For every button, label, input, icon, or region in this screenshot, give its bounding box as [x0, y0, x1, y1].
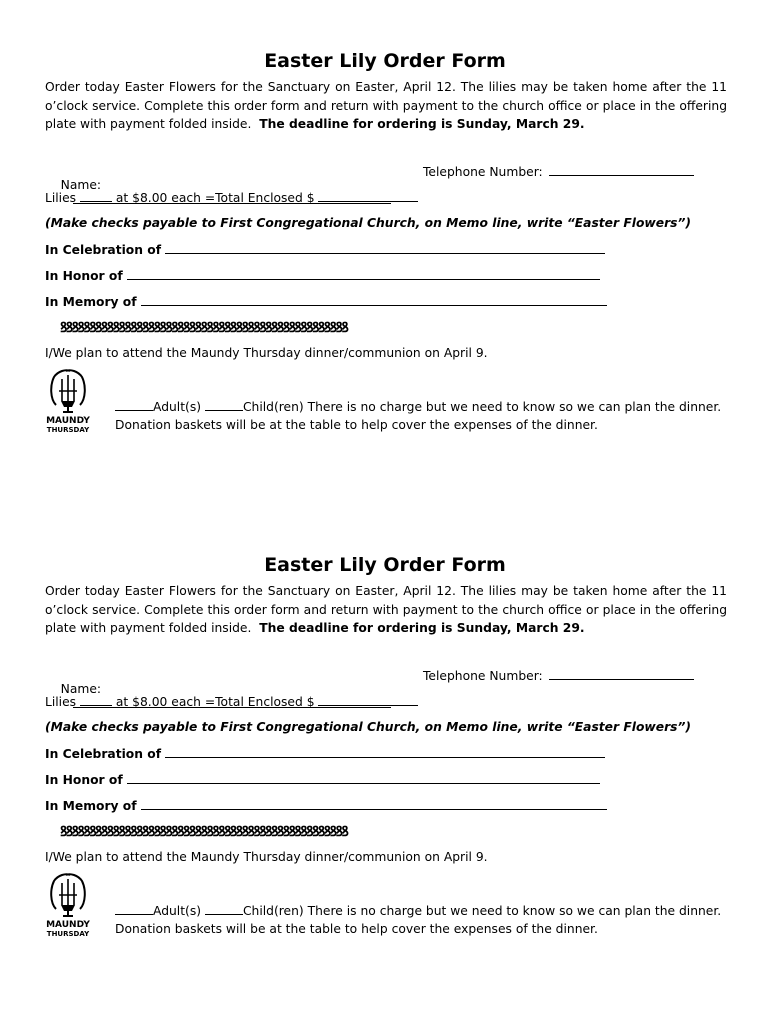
honor-label: In Honor of [45, 269, 123, 283]
memory-label: In Memory of [45, 295, 137, 309]
lilies-label: Lilies [45, 191, 80, 205]
attend-text: I/We plan to attend the Maundy Thursday dinner/communion on April 9. [45, 850, 488, 864]
celebration-row [45, 242, 605, 257]
adults-label: Adult(s) [153, 400, 205, 414]
celebration-label: In Celebration of [45, 747, 162, 761]
total-field[interactable] [318, 190, 418, 202]
name-label: Name: [60, 682, 102, 696]
dinner-rsvp [115, 398, 721, 434]
honor-field[interactable] [127, 268, 600, 280]
telephone-label: Telephone Number: [423, 669, 543, 683]
honor-label: In Honor of [45, 773, 123, 787]
dinner-rsvp [115, 902, 721, 938]
checks-note: (Make checks payable to First Congregational Church, on Memo line, write “Easter Flowers”) [45, 216, 692, 230]
intro-text: Order today Easter Flowers for the Sanctuary on Easter, April 12. The lilies may be taken home after the 11 o’clock service. Complete this order form and return with payment to the church office or place in the offering plate with payment folded inside. [45, 80, 727, 131]
form-title: Easter Lily Order Form [264, 50, 506, 72]
intro-text: Order today Easter Flowers for the Sanctuary on Easter, April 12. The lilies may be taken home after the 11 o’clock service. Complete this order form and return with payment to the church office or place in the offering plate with payment folded inside. [45, 584, 727, 635]
memory-field[interactable] [141, 294, 607, 306]
logo-text-thursday: THURSDAY [46, 930, 90, 938]
memory-field[interactable] [141, 798, 607, 810]
total-label: at $8.00 each =Total Enclosed $ [111, 695, 319, 709]
intro-paragraph [45, 582, 727, 638]
memory-label: In Memory of [45, 799, 137, 813]
children-field[interactable] [205, 903, 243, 915]
telephone-label: Telephone Number: [423, 165, 543, 179]
children-label: Child(ren) There is no charge but we need to know so we can plan the dinner. [242, 400, 722, 414]
order-form-1 [0, 0, 770, 504]
logo-text-maundy: MAUNDY [46, 920, 90, 930]
lilies-row [45, 694, 418, 709]
telephone-row [423, 164, 694, 179]
deadline-text: The deadline for ordering is Sunday, March 29. [259, 621, 585, 635]
decorative-border: ꝸꝸꝸꝸꝸꝸꝸꝸꝸꝸꝸꝸꝸꝸꝸꝸꝸꝸꝸꝸꝸꝸꝸꝸꝸꝸꝸꝸꝸꝸꝸꝸꝸꝸꝸꝸꝸꝸꝸꝸꝸꝸꝸꝸꝸꝸꝸꝸꝸ [60, 824, 348, 840]
checks-note: (Make checks payable to First Congregational Church, on Memo line, write “Easter Flowers”) [45, 720, 692, 734]
attend-text: I/We plan to attend the Maundy Thursday dinner/communion on April 9. [45, 346, 488, 360]
form-title: Easter Lily Order Form [264, 554, 506, 576]
telephone-field[interactable] [549, 668, 694, 680]
deadline-text: The deadline for ordering is Sunday, March 29. [259, 117, 585, 131]
intro-paragraph [45, 78, 727, 134]
telephone-field[interactable] [549, 164, 694, 176]
donation-text: Donation baskets will be at the table to help cover the expenses of the dinner. [115, 922, 598, 936]
donation-text: Donation baskets will be at the table to help cover the expenses of the dinner. [115, 418, 598, 432]
adults-field[interactable] [115, 903, 153, 915]
celebration-field[interactable] [165, 746, 605, 758]
celebration-row [45, 746, 605, 761]
rsvp-row [115, 398, 721, 416]
order-form-2 [0, 504, 770, 1008]
total-field[interactable] [318, 694, 418, 706]
maundy-thursday-logo-icon [44, 869, 92, 941]
telephone-row [423, 668, 694, 683]
decorative-border: ꝸꝸꝸꝸꝸꝸꝸꝸꝸꝸꝸꝸꝸꝸꝸꝸꝸꝸꝸꝸꝸꝸꝸꝸꝸꝸꝸꝸꝸꝸꝸꝸꝸꝸꝸꝸꝸꝸꝸꝸꝸꝸꝸꝸꝸꝸꝸꝸꝸ [60, 320, 348, 336]
honor-row [45, 772, 600, 787]
honor-row [45, 268, 600, 283]
honor-field[interactable] [127, 772, 600, 784]
memory-row [45, 798, 607, 813]
lilies-row [45, 190, 418, 205]
rsvp-row [115, 902, 721, 920]
logo-text-maundy: MAUNDY [46, 416, 90, 426]
total-label: at $8.00 each =Total Enclosed $ [111, 191, 319, 205]
name-label: Name: [60, 178, 102, 192]
maundy-thursday-logo-icon [44, 365, 92, 437]
memory-row [45, 294, 607, 309]
celebration-field[interactable] [165, 242, 605, 254]
children-label: Child(ren) There is no charge but we need to know so we can plan the dinner. [242, 904, 722, 918]
children-field[interactable] [205, 399, 243, 411]
lilies-label: Lilies [45, 695, 80, 709]
logo-text-thursday: THURSDAY [46, 426, 90, 434]
adults-label: Adult(s) [153, 904, 205, 918]
lilies-quantity-field[interactable] [80, 694, 112, 706]
adults-field[interactable] [115, 399, 153, 411]
lilies-quantity-field[interactable] [80, 190, 112, 202]
celebration-label: In Celebration of [45, 243, 162, 257]
